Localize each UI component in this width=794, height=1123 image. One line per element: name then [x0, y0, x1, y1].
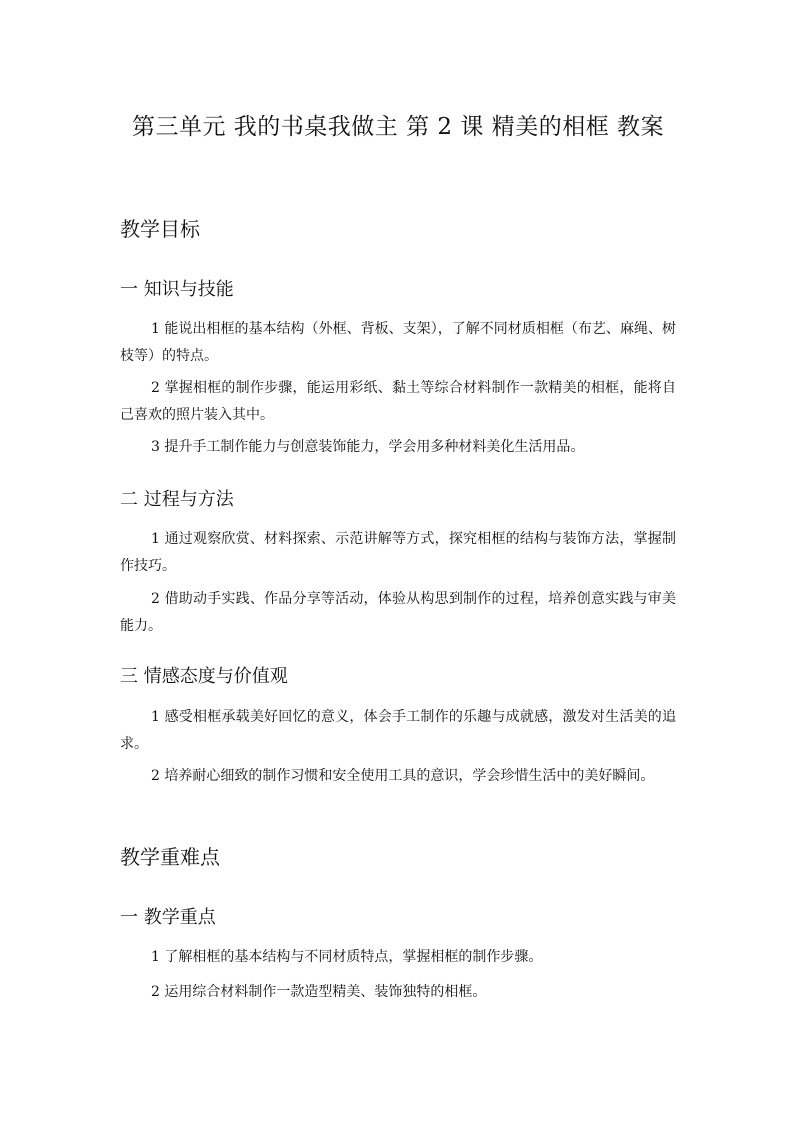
subheading-process-method: 二 过程与方法 — [120, 489, 234, 510]
attitude-item-1: 1 感受相框承载美好回忆的意义，体会手工制作的乐趣与成就感，激发对生活美的追求。 — [120, 709, 676, 752]
knowledge-item-3: 3 提升手工制作能力与创意装饰能力，学会用多种材料美化生活用品。 — [151, 439, 585, 455]
focus-item-2: 2 运用综合材料制作一款造型精美、装饰独特的相框。 — [151, 984, 487, 1000]
subheading-attitude-values: 三 情感态度与价值观 — [120, 666, 288, 687]
subheading-teaching-focus: 一 教学重点 — [120, 907, 216, 928]
knowledge-item-2: 2 掌握相框的制作步骤，能运用彩纸、黏土等综合材料制作一款精美的相框，能将自己喜欢的照片装入其中。 — [120, 380, 676, 423]
section-heading-key-points: 教学重难点 — [120, 845, 220, 869]
subheading-knowledge-skills: 一 知识与技能 — [120, 279, 234, 300]
attitude-item-2: 2 培养耐心细致的制作习惯和安全使用工具的意识，学会珍惜生活中的美好瞬间。 — [151, 768, 655, 784]
focus-item-1: 1 了解相框的基本结构与不同材质特点，掌握相框的制作步骤。 — [151, 949, 543, 965]
process-item-1: 1 通过观察欣赏、材料探索、示范讲解等方式，探究相框的结构与装饰方法，掌握制作技巧。 — [120, 531, 676, 574]
process-item-2: 2 借助动手实践、作品分享等活动，体验从构思到制作的过程，培养创意实践与审美能力。 — [120, 591, 676, 634]
section-heading-objectives: 教学目标 — [120, 217, 200, 241]
knowledge-item-1: 1 能说出相框的基本结构（外框、背板、支架），了解不同材质相框（布艺、麻绳、树枝等）的特点。 — [120, 321, 676, 364]
document-title: 第三单元 我的书桌我做主 第 2 课 精美的相框 教案 — [132, 114, 664, 140]
